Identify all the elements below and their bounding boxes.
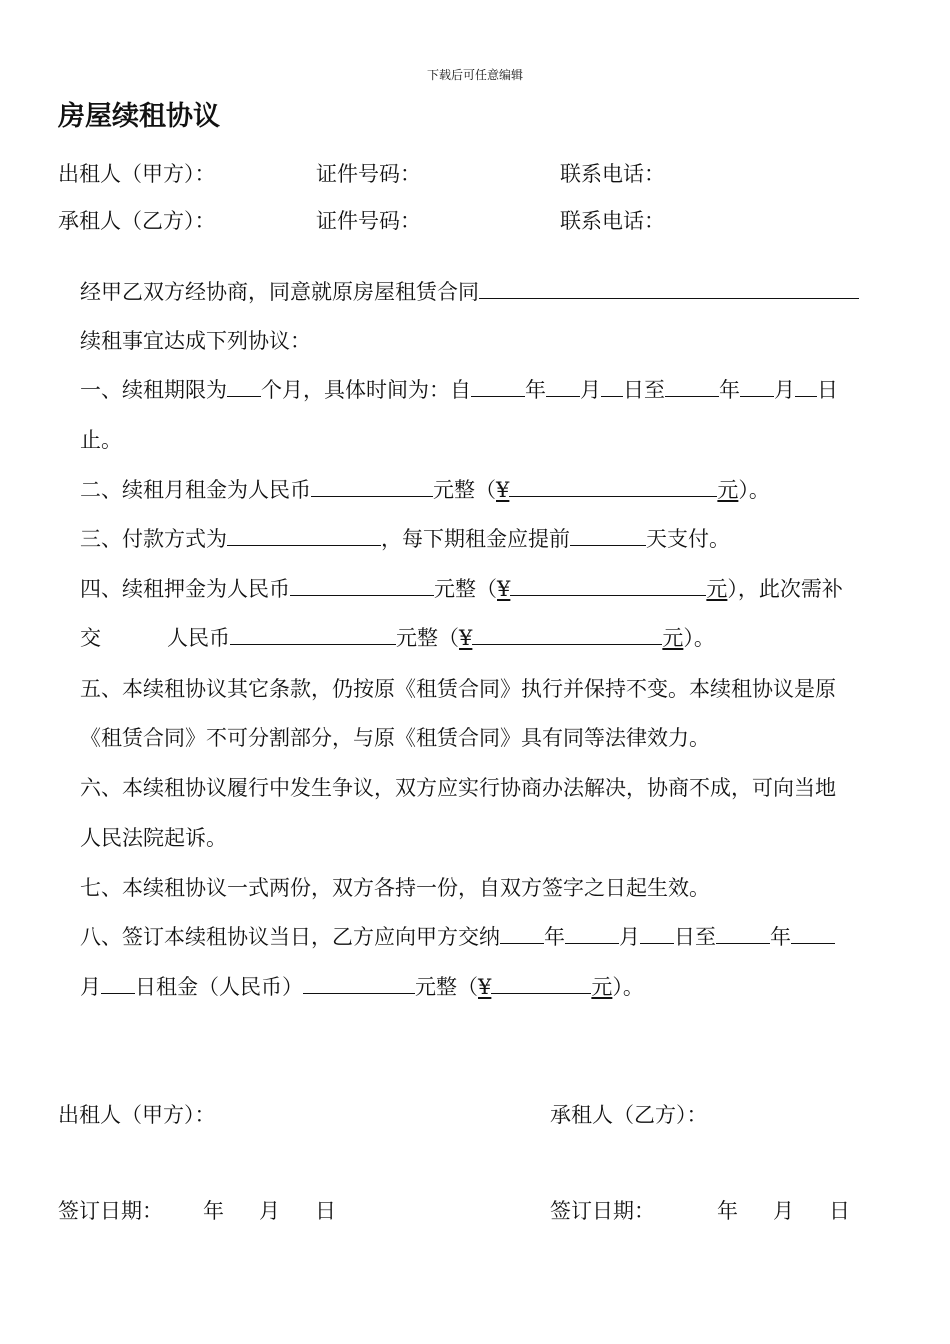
clause-8-text-c: 日租金（人民币） [135,975,303,999]
lessee-sign-year: 年 [717,1199,738,1223]
lessee-sign-month: 月 [773,1199,794,1223]
lessor-sign-date-label: 签订日期： [58,1199,163,1223]
clause-8-text: 八、签订本续租协议当日，乙方应向甲方交纳 [80,925,500,949]
yen-sign: ¥ [459,626,473,650]
yuan-label: 元 [717,478,739,502]
close-paren: ）。 [612,975,644,999]
end-month-blank [740,374,774,397]
lessor-sign-year: 年 [203,1199,224,1223]
rent-amount-blank [311,474,433,497]
clause-4-line-1 [80,573,843,603]
clause-5-line-2: 《租赁合同》不可分割部分，与原《租赁合同》具有同等法律效力。 [80,726,710,750]
yen-sign: ¥ [497,577,511,601]
c8-start-month-blank [565,921,619,944]
intro-line-1 [80,276,859,306]
clause-1-line-2: 止。 [80,428,122,452]
header-note: 下载后可任意编辑 [426,68,523,82]
lessor-label: 出租人（甲方）： [58,162,216,186]
yuan-label: 元 [662,626,684,650]
month-label: 月 [619,925,640,949]
clause-2 [80,474,770,504]
day-label: 日 [817,378,838,402]
yen-sign: ¥ [496,478,510,502]
clause-7: 七、本续租协议一式两份，双方各持一份，自双方签字之日起生效。 [80,876,710,900]
year-label: 年 [770,925,791,949]
lessee-sign-date-label: 签订日期： [550,1199,655,1223]
yen-sign: ¥ [478,975,492,999]
yuan-zheng-label: 元整（ [433,478,496,502]
original-contract-blank [479,276,859,299]
clause-6-line-2: 人民法院起诉。 [80,826,227,850]
start-year-blank [471,374,525,397]
clause-1-line-1 [80,374,838,404]
close-paren: ）。 [683,626,715,650]
month-label: 月 [774,378,795,402]
clause-8-line-2 [80,971,644,1001]
clause-4-line-2 [80,622,715,652]
lessee-phone-label: 联系电话： [560,209,665,233]
sign-lessor-label: 出租人（甲方）： [58,1103,216,1127]
clause-1-text-b: 个月，具体时间为：自 [261,378,471,402]
lessor-phone-label: 联系电话： [560,162,665,186]
clause-5-line-1: 五、本续租协议其它条款，仍按原《租赁合同》执行并保持不变。本续租协议是原 [80,677,836,701]
intro-line-2: 续租事宜达成下列协议： [80,329,311,353]
end-day-blank [795,374,817,397]
c8-start-day-blank [640,921,674,944]
rent-figure-blank [509,474,717,497]
supplement-amount-blank [230,622,396,645]
yuan-label: 元 [591,975,613,999]
start-month-blank [546,374,580,397]
clause-1-text: 一、续租期限为 [80,378,227,402]
month-label: 月 [580,378,601,402]
months-blank [227,374,261,397]
deposit-amount-blank [290,573,434,596]
c8-figure-blank [491,971,591,994]
document-title: 房屋续租协议 [58,101,220,132]
day-to-label: 日至 [674,925,716,949]
rmb-label: 人民币 [167,626,230,650]
deposit-figure-blank [510,573,706,596]
clause-4-text: 四、续租押金为人民币 [80,577,290,601]
yuan-zheng-label: 元整（ [415,975,478,999]
intro-text-1: 经甲乙双方经协商，同意就原房屋租赁合同 [80,280,479,304]
lessor-sign-month: 月 [259,1199,280,1223]
payment-method-blank [227,523,381,546]
clause-4-text-c: ），此次需补 [727,577,843,601]
clause-3-text-b: ，每下期租金应提前 [381,527,570,551]
clause-3-text-c: 天支付。 [646,527,730,551]
close-paren: ）。 [738,478,770,502]
year-label: 年 [525,378,546,402]
clause-4-text-d: 交 [80,626,101,650]
lessor-id-label: 证件号码： [316,162,421,186]
advance-days-blank [570,523,646,546]
start-day-blank [601,374,623,397]
supplement-figure-blank [472,622,662,645]
lessor-sign-day: 日 [315,1199,336,1223]
lessee-id-label: 证件号码： [316,209,421,233]
c8-amount-blank [303,971,415,994]
day-to-label: 日至 [623,378,665,402]
clause-2-text: 二、续租月租金为人民币 [80,478,311,502]
c8-start-year-blank [500,921,544,944]
c8-end-month-blank [791,921,835,944]
sign-lessee-label: 承租人（乙方）： [550,1103,708,1127]
clause-3 [80,523,730,553]
month-label: 月 [80,975,101,999]
yuan-zheng-label: 元整（ [434,577,497,601]
c8-end-year-blank [716,921,770,944]
yuan-label: 元 [706,577,728,601]
year-label: 年 [719,378,740,402]
lessee-label: 承租人（乙方）： [58,209,216,233]
year-label: 年 [544,925,565,949]
yuan-zheng-label: 元整（ [396,626,459,650]
clause-6-line-1: 六、本续租协议履行中发生争议，双方应实行协商办法解决，协商不成，可向当地 [80,776,836,800]
end-year-blank [665,374,719,397]
lessee-sign-day: 日 [829,1199,850,1223]
clause-8-line-1 [80,921,835,951]
c8-end-day-blank [101,971,135,994]
clause-3-text: 三、付款方式为 [80,527,227,551]
